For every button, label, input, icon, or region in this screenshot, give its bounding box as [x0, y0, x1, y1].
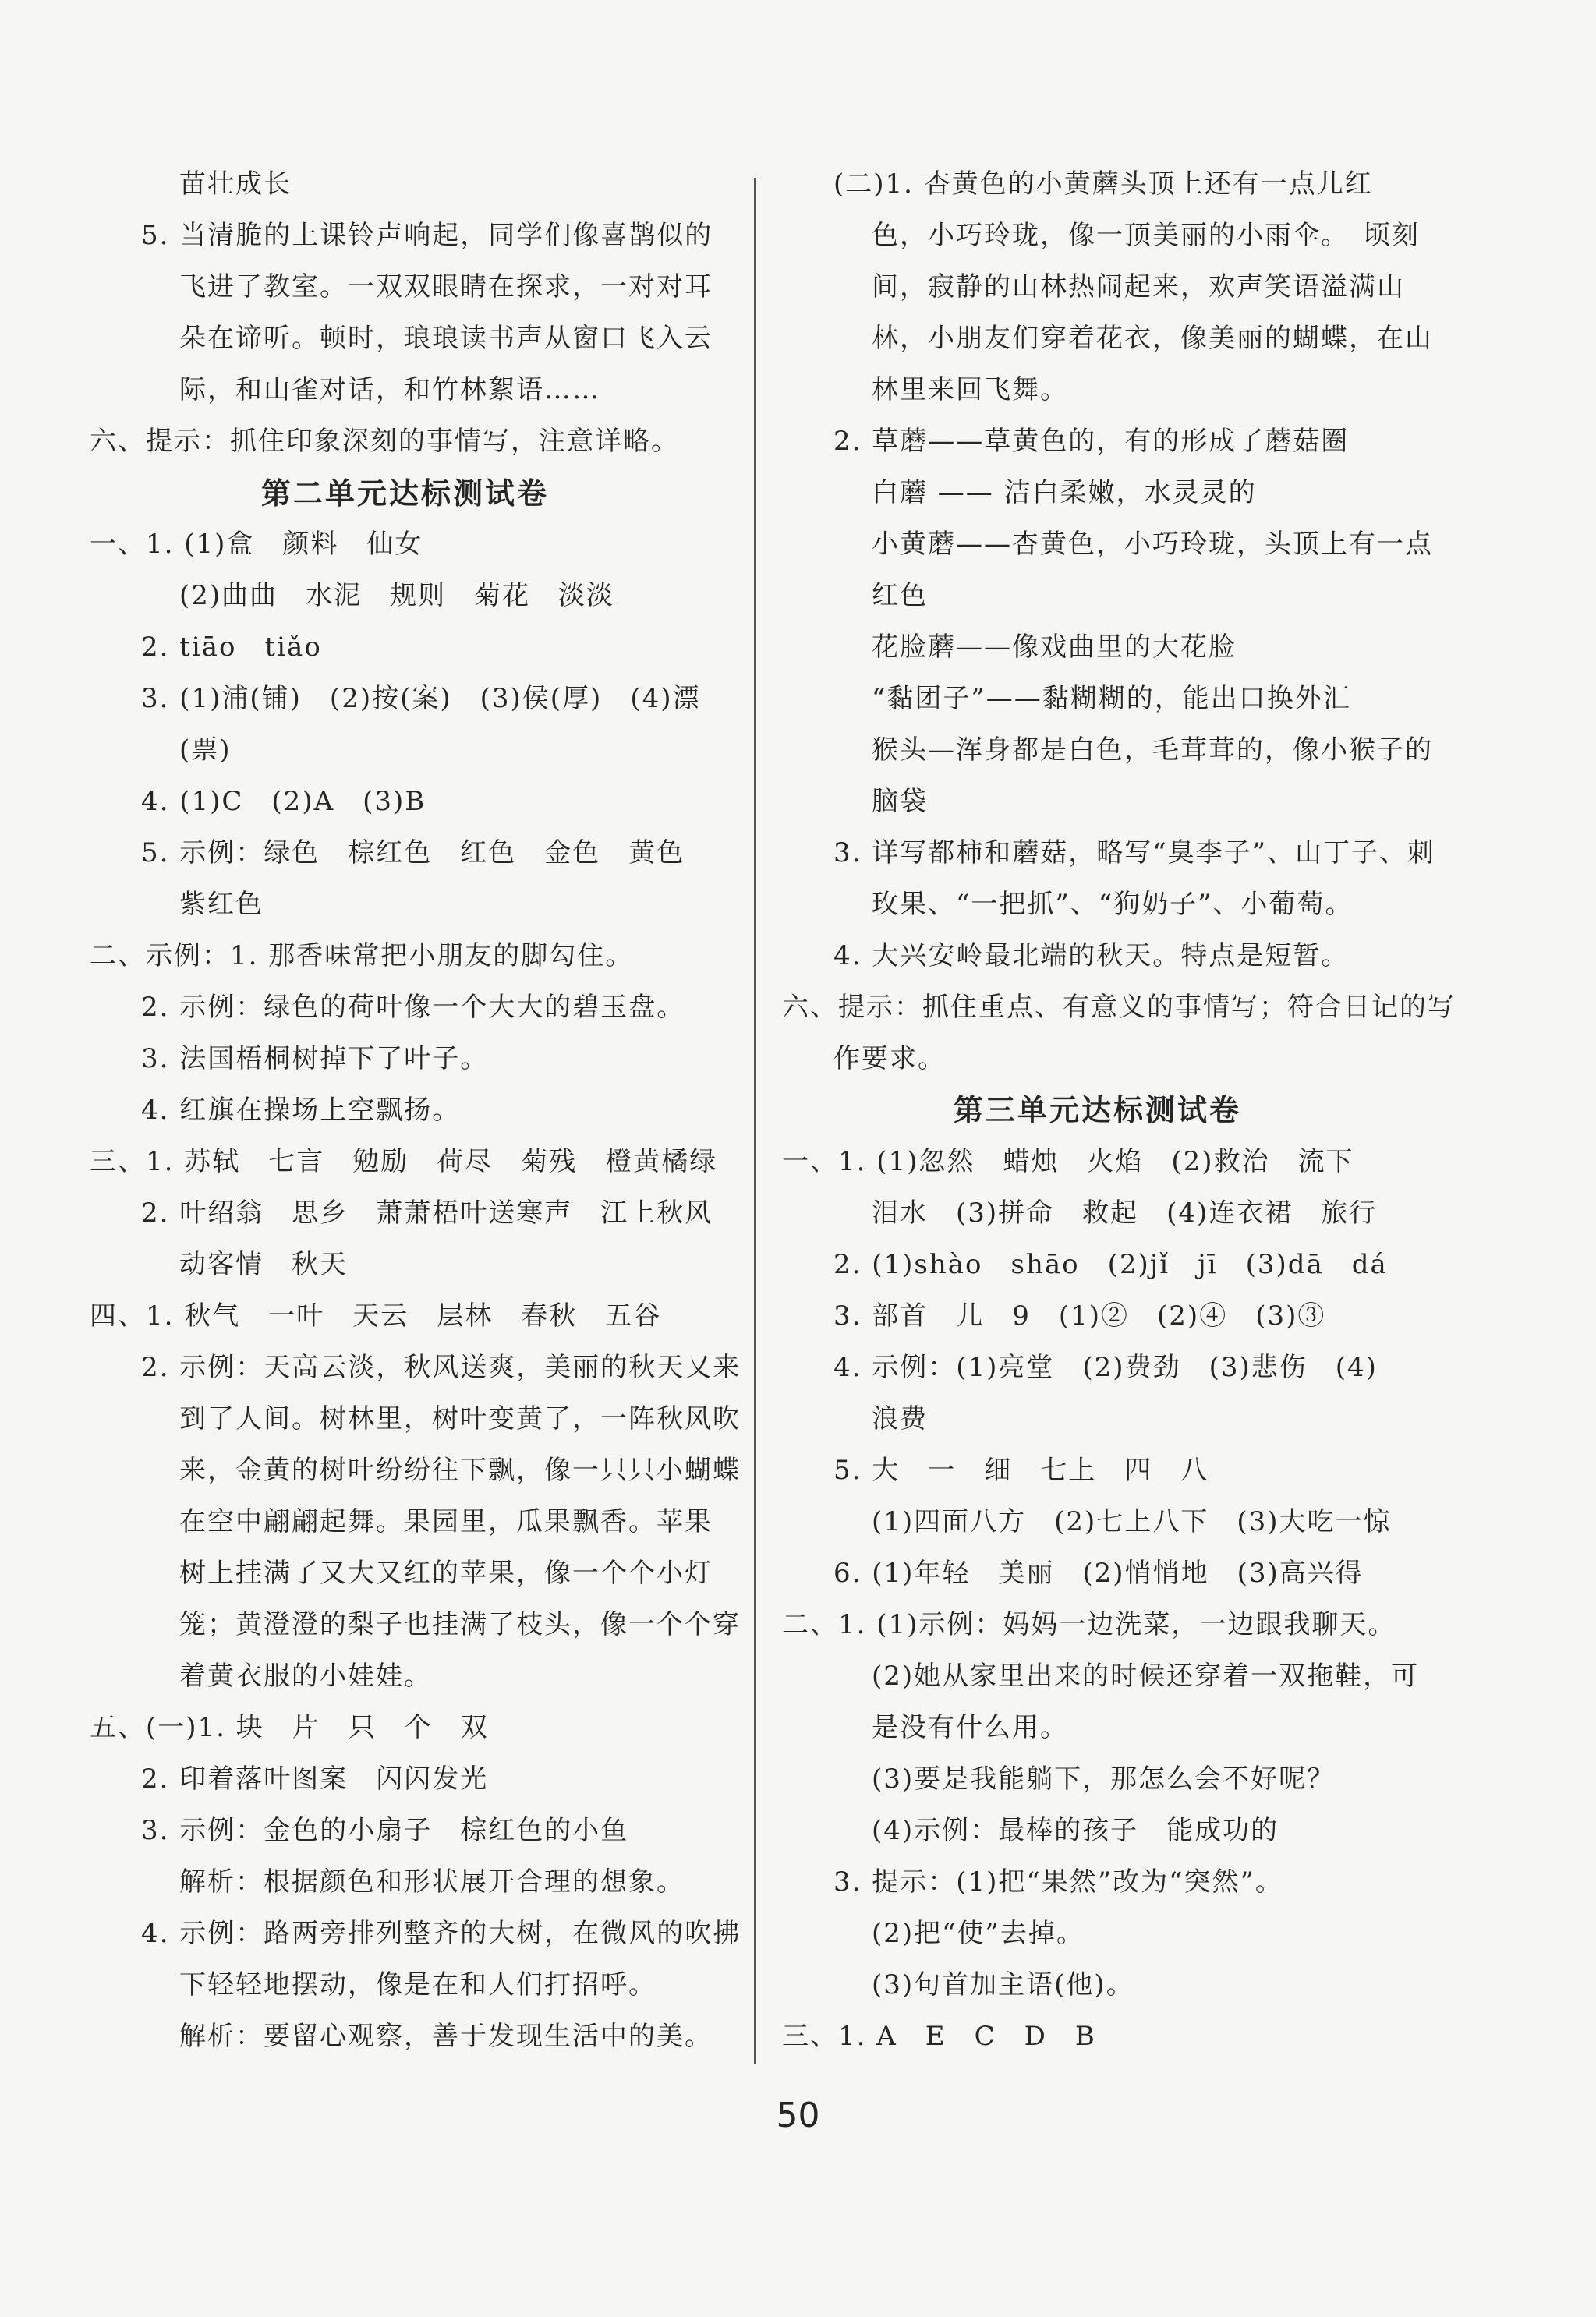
text-line: 六、提示：抓住重点、有意义的事情写；符合日记的写 — [782, 992, 1456, 1023]
text-line: 间，寂静的山林热闹起来，欢声笑语溢满山 — [872, 271, 1405, 302]
text-line: (4)示例：最棒的孩子 能成功的 — [872, 1815, 1279, 1846]
text-line: 花脸蘑——像戏曲里的大花脸 — [872, 631, 1237, 663]
text-line: (2)曲曲 水泥 规则 菊花 淡淡 — [179, 580, 615, 611]
text-line: 二、1. (1)示例：妈妈一边洗菜，一边跟我聊天。 — [782, 1609, 1396, 1640]
text-line: 四、1. 秋气 一叶 天云 层林 春秋 五谷 — [90, 1300, 662, 1332]
text-line: 3. 示例：金色的小扇子 棕红色的小鱼 — [141, 1815, 629, 1846]
text-line: 5. 大 一 细 七上 四 八 — [833, 1455, 1209, 1486]
text-line: 4. (1)C (2)A (3)B — [141, 786, 426, 817]
text-line: 脑袋 — [872, 786, 928, 817]
text-line: 是没有什么用。 — [872, 1712, 1068, 1743]
text-line: 3. 部首 儿 9 (1)② (2)④ (3)③ — [833, 1300, 1326, 1332]
text-line: 红色 — [872, 580, 928, 611]
text-line: 际，和山雀对话，和竹林絮语…… — [179, 374, 600, 405]
text-line: 一、1. (1)忽然 蜡烛 火焰 (2)救治 流下 — [782, 1146, 1354, 1177]
text-line: “黏团子”——黏糊糊的，能出口换外汇 — [872, 683, 1351, 714]
text-line: 二、示例：1. 那香味常把小朋友的脚勾住。 — [90, 940, 634, 971]
text-line: 到了人间。树林里，树叶变黄了，一阵秋风吹 — [179, 1403, 741, 1434]
text-line: 6. (1)年轻 美丽 (2)悄悄地 (3)高兴得 — [833, 1558, 1364, 1589]
text-line: (3)要是我能躺下，那怎么会不好呢？ — [872, 1763, 1336, 1795]
text-line: 三、1. A E C D B — [782, 2021, 1096, 2052]
text-line: 飞进了教室。一双双眼睛在探求，一对对耳 — [179, 271, 713, 302]
text-line: 5. 示例：绿色 棕红色 红色 金色 黄色 — [141, 837, 685, 868]
text-line: (3)句首加主语(他)。 — [872, 1969, 1134, 2000]
text-line: 3. (1)浦(铺) (2)按(案) (3)侯(厚) (4)漂 — [141, 683, 701, 714]
text-line: 2. 示例：绿色的荷叶像一个大大的碧玉盘。 — [141, 992, 685, 1023]
text-line: 解析：根据颜色和形状展开合理的想象。 — [179, 1866, 685, 1898]
text-line: 紫红色 — [179, 889, 264, 920]
section-title: 第二单元达标测试卷 — [261, 476, 550, 511]
text-line: 4. 红旗在操场上空飘扬。 — [141, 1095, 461, 1126]
text-line: 来，金黄的树叶纷纷往下飘，像一只只小蝴蝶 — [179, 1455, 741, 1486]
text-line: 玫果、“一把抓”、“狗奶子”、小葡萄。 — [872, 889, 1354, 920]
text-line: 2. (1)shào shāo (2)jǐ jī (3)dā dá — [833, 1249, 1388, 1280]
text-line: 五、(一)1. 块 片 只 个 双 — [90, 1712, 489, 1743]
text-line: 猴头—浑身都是白色，毛茸茸的，像小猴子的 — [872, 734, 1433, 766]
column-divider — [754, 178, 756, 2064]
text-line: 解析：要留心观察，善于发现生活中的美。 — [179, 2021, 713, 2052]
text-line: 在空中翩翩起舞。果园里，瓜果飘香。苹果 — [179, 1506, 713, 1537]
text-line: 六、提示：抓住印象深刻的事情写，注意详略。 — [90, 426, 679, 457]
text-line: 白蘑 —— 洁白柔嫩，水灵灵的 — [872, 477, 1257, 508]
text-line: (票) — [179, 734, 232, 766]
text-line: 5. 当清脆的上课铃声响起，同学们像喜鹊似的 — [141, 220, 713, 251]
text-line: 泪水 (3)拼命 救起 (4)连衣裙 旅行 — [872, 1197, 1378, 1229]
text-line: 3. 法国梧桐树掉下了叶子。 — [141, 1043, 489, 1074]
text-line: 林里来回飞舞。 — [872, 374, 1068, 405]
text-line: (二)1. 杏黄色的小黄蘑头顶上还有一点儿红 — [833, 168, 1373, 200]
page-number: 50 — [776, 2096, 820, 2135]
text-line: 3. 提示：(1)把“果然”改为“突然”。 — [833, 1866, 1283, 1898]
text-line: 笼；黄澄澄的梨子也挂满了枝头，像一个个穿 — [179, 1609, 741, 1640]
text-line: 林，小朋友们穿着花衣，像美丽的蝴蝶，在山 — [872, 323, 1433, 354]
text-line: 下轻轻地摆动，像是在和人们打招呼。 — [179, 1969, 656, 2000]
text-line: 2. 叶绍翁 思乡 萧萧梧叶送寒声 江上秋风 — [141, 1197, 713, 1229]
text-line: 着黄衣服的小娃娃。 — [179, 1661, 432, 1692]
text-line: 2. tiāo tiǎo — [141, 631, 322, 663]
text-line: 2. 草蘑——草黄色的，有的形成了蘑菇圈 — [833, 426, 1350, 457]
section-title: 第三单元达标测试卷 — [954, 1093, 1242, 1127]
text-line: 色，小巧玲珑，像一顶美丽的小雨伞。 顷刻 — [872, 220, 1420, 251]
text-line: (1)四面八方 (2)七上八下 (3)大吃一惊 — [872, 1506, 1392, 1537]
text-line: 4. 示例：(1)亮堂 (2)费劲 (3)悲伤 (4) — [833, 1352, 1378, 1383]
text-line: 2. 示例：天高云淡，秋风送爽，美丽的秋天又来 — [141, 1352, 741, 1383]
text-line: (2)她从家里出来的时候还穿着一双拖鞋，可 — [872, 1661, 1420, 1692]
text-line: 树上挂满了又大又红的苹果，像一个个小灯 — [179, 1558, 713, 1589]
text-line: 朵在谛听。顿时，琅琅读书声从窗口飞入云 — [179, 323, 713, 354]
text-line: 一、1. (1)盒 颜料 仙女 — [90, 529, 423, 560]
text-line: 小黄蘑——杏黄色，小巧玲珑，头顶上有一点 — [872, 529, 1433, 560]
text-line: 4. 大兴安岭最北端的秋天。特点是短暂。 — [833, 940, 1350, 971]
text-line: 作要求。 — [833, 1043, 946, 1074]
text-line: 4. 示例：路两旁排列整齐的大树，在微风的吹拂 — [141, 1918, 741, 1949]
text-line: 苗壮成长 — [179, 168, 292, 200]
text-line: 2. 印着落叶图案 闪闪发光 — [141, 1763, 489, 1795]
text-line: 三、1. 苏轼 七言 勉励 荷尽 菊残 橙黄橘绿 — [90, 1146, 718, 1177]
text-line: 浪费 — [872, 1403, 928, 1434]
text-line: (2)把“使”去掉。 — [872, 1918, 1085, 1949]
text-line: 动客情 秋天 — [179, 1249, 348, 1280]
text-line: 3. 详写都柿和蘑菇，略写“臭李子”、山丁子、刺 — [833, 837, 1436, 868]
